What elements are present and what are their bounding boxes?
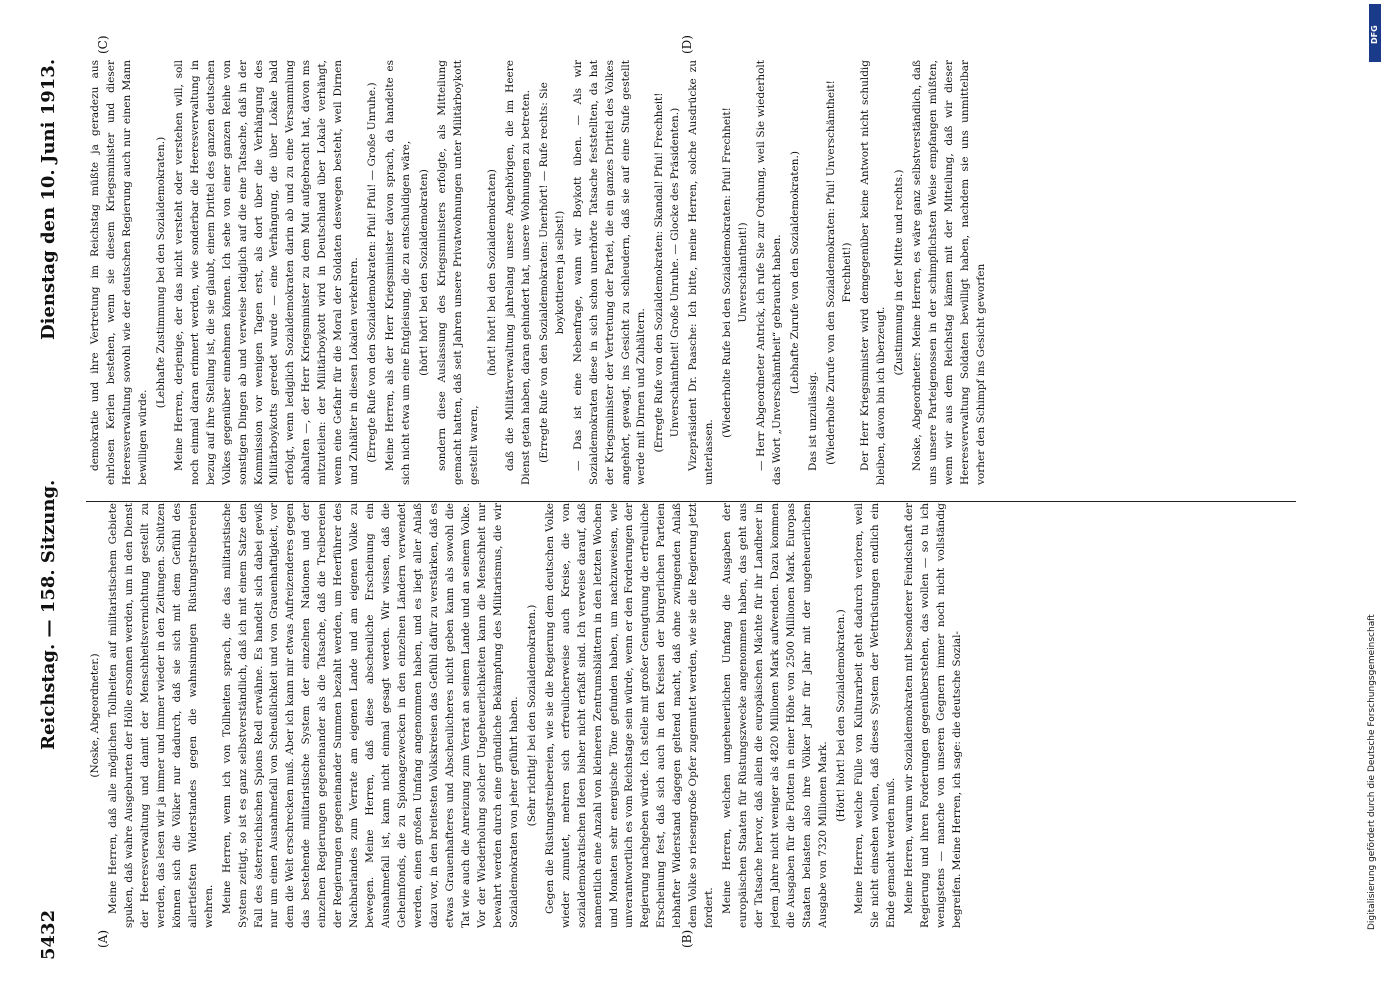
paragraph: Das ist unzulässig. [806, 371, 819, 471]
paragraph: Meine Herren, derjenige, der das nicht versteht oder verstehen will, soll noch einmal daran erinnert werden, wie sonderbar die Heeresverwaltung in bezug auf ihre Stellung ist, die sie glaubt, einem Drittel des ganzen deutschen Volkes gegenüber einnehmen können. Ich sehe von einer ganzen Reihe von sonstigen Dingen ab und verweise lediglich auf die eine Tatsache, daß in der Kommission vor wenigen Tagen erst, als dort über die Verhängung des Militärboykotts geredet wurde — eine Verhängung, die über Lokale bald erfolgt, wenn lediglich Sozialdemokraten darin ab und zu eine Versammlung abhalten —, der Herr Kriegsminister zu dem Mut aufgebracht hat, davon ms mitzuteilen: der Militärboykott wird in Deutschland über Lokale verhängt, wenn eine Gefahr für die Moral der Soldaten deswegen besteht, weil Dirnen und Zuhälter in diesen Lokalen verkehren. [172, 60, 361, 485]
interjection: (Zustimmung in der Mitte und rechts.) [892, 169, 905, 376]
interjection: (Hört! hört! bei den Sozialdemokraten.) [834, 609, 847, 822]
interjection: (Lebhafte Zurufe von den Sozialdemokraten.) [789, 151, 802, 394]
paragraph: Gegen die Rüstungstreibereien, wie sie die Regierung dem deutschen Volke wieder zumutet, mehren sich erfreulicherweise auch Kreise, die von sozialdemokratischen Ideen bisher nicht erfaßt sind. Ich verweise darauf, daß namentlich eine Anzahl von kleineren Zentrumsblättern in den letzten Wochen und Monaten sehr energische Töne gefunden haben, um nachzuweisen, wie unverantwortlich es vom Reichstage sein würde, wenn er den Forderungen der Regierung nachgeben würde. Ich stelle mit großer Genugtuung die erfreuliche Erscheinung fest, daß sich auch in den Kreisen der bürgerlichen Parteien lebhafter Widerstand dagegen geltend macht, daß ohne zwingenden Anlaß dem Volke so riesengroße Opfer zugemutet werden, wie sie die Regierung jetzt fordert. [543, 503, 716, 928]
interjection: (Wiederholte Rufe bei den Sozialdemokraten: Pfui! Frechheit! Unverschämtheit!) [721, 107, 750, 438]
interjection: (Wiederholte Zurufe von den Sozialdemokraten: Pfui! Unverschämtheit! Frechheit!) [824, 80, 853, 465]
header-left-title: Reichstag. — 158. Sitzung. [38, 479, 59, 750]
header-right-title: Dienstag den 10. Juni 1913. [38, 58, 59, 340]
margin-mark-a: (A) [96, 929, 110, 948]
paragraph: Der Herr Kriegsminister wird demgegenüber keine Antwort nicht schuldig bleiben, davon bin ich überzeugt. [858, 60, 887, 485]
paragraph: Vizepräsident Dr. Paasche: Ich bitte, meine Herren, solche Ausdrücke zu unterlassen. [687, 60, 716, 485]
interjection: (Sehr richtig! bei den Sozialdemokraten.) [525, 604, 538, 827]
paragraph: demokratie und ihre Vertretung im Reichstag müßte ja geradezu aus ehrlosen Kerlen bestehen, wenn sie diesem Kriegsminister und dieser Heeresverwaltung sowohl wie der deutschen Regierung auch nur einen Mann bewilligen würde. [89, 60, 149, 485]
margin-mark-d: (D) [680, 35, 694, 54]
paragraph: Meine Herren, daß alle möglichen Tollheiten auf militaristischem Gebiete spuken, daß wahre Ausgeburten der Hölle ersonnen werden, um in den Dienst der Heeresverwaltung und damit der Menschheitsvernichtung gestellt zu werden, das lesen wir ja immer und immer wieder in den Zeitungen. Schützen können sich die Völker nur dadurch, daß sie sich mit dem Gefühl des allertiefsten Widerstandes gegen die wahnsinnigen Rüstungstreibereien wehren. [106, 503, 215, 928]
interjection: (Lebhafte Zustimmung bei den Sozialdemokraten.) [154, 136, 167, 409]
column-divider [86, 501, 1296, 502]
speaker-label: (Noske, Abgeordneter.) [89, 653, 101, 778]
margin-mark-c: (C) [96, 35, 110, 54]
left-column [88, 503, 1293, 928]
paragraph: Meine Herren, welchen ungeheuerlichen Umfang die Ausgaben der europäischen Staaten für Rüstungszwecke angenommen haben, das geht aus der Tatsache hervor, daß allein die europäischen Mächte für ihr Landheer in jedem Jahre nicht weniger als 4820 Millionen Mark aufwenden. Dazu kommen die Ausgaben für die Flotten in einer Höhe von 2500 Millionen Mark. Europas Staaten belasten also ihre Völker Jahr für Jahr mit der ungeheuerlichen Ausgabe von 7320 Millionen Mark. [721, 503, 829, 928]
page-header [30, 30, 70, 960]
paragraph: Meine Herren, als der Herr Kriegsminister davon sprach, da handelte es sich nicht etwa um eine Entgleisung, die zu entschuldigen wäre, [384, 60, 413, 485]
digitization-note-text: Digitalisierung gefördert durch die Deutsche Forschungsgemeinschaft [1367, 614, 1377, 930]
paragraph: Noske, Abgeordneter: Meine Herren, es wäre ganz selbstverständlich, daß uns unsere Parteigenossen in der schimpflichsten Weise empfangen müßten, wenn wir aus dem Reichstag kämen mit der Mitteilung, daß wir dieser Heeresverwaltung Soldaten bewilligt haben, nachdem sie uns unmittelbar vorher den Schimpf ins Gesicht geworfen [910, 60, 987, 485]
interjection: (hört! hört! bei den Sozialdemokraten) [418, 169, 431, 376]
paragraph: daß die Militärverwaltung jahrelang unsere Angehörigen, die im Heere Dienst getan haben, daran gehindert hat, unsere Wohnungen zu betreten. [503, 60, 532, 485]
paragraph: Meine Herren, welche Fülle von Kulturarbeit geht dadurch verloren, weil Sie nicht einsehen wollen, daß dieses System der Wettrüstungen endlich ein Ende gemacht werden muß. [852, 503, 897, 928]
paragraph: — Das ist eine Nebenfrage, wann wir Boykott üben. — Als wir Sozialdemokraten diese in sich schon unerhörte Tatsache feststellten, da hat der Kriegsminister der Vertretung der Partei, die ein ganzes Drittel des Volkes angehört, gewagt, ins Gesicht zu schleudern, daß sie auf eine Stufe gestellt werde mit Dirnen und Zuhältern. [571, 60, 648, 485]
interjection: (Erregte Rufe von den Sozialdemokraten: Unerhört! — Rufe rechts: Sie boykottieren ja selbst!) [537, 82, 566, 463]
page-number: 5432 [38, 909, 59, 960]
digitization-note [1367, 70, 1379, 930]
right-column [88, 60, 1293, 485]
paragraph: — Herr Abgeordneter Antrick, ich rufe Sie zur Ordnung, weil Sie wiederholt das Wort „Unverschämtheit“ gebraucht haben. [755, 60, 784, 485]
dfg-logo: DFG [1369, 4, 1381, 62]
interjection: (hört! hört! bei den Sozialdemokraten) [485, 169, 498, 376]
paragraph: sondern diese Auslassung des Kriegsministers erfolgte, als Mitteilung gemacht hatten, daß seit Jahren unsere Privatwohnungen unter Militärboykott gestellt waren, [436, 60, 480, 485]
interjection: (Erregte Rufe von den Sozialdemokraten: Skandal! Pfui! Frechheit! Unverschämtheit! Große Unruhe. — Glocke des Präsidenten.) [653, 92, 682, 453]
paragraph: Meine Herren, warum wir Sozialdemokraten mit besonderer Feindschaft der Regierung und ihren Forderungen gegenüberstehen, das wollen — so tu ich wenigstens — manche von unseren Gegnern immer noch nicht vollständig begreifen. Meine Herren, ich sage: die deutsche Sozial- [902, 503, 963, 928]
paragraph: Meine Herren, wenn ich von Tollheiten sprach, die das militaristische System zeitigt, so ist es ganz selbstverständlich, daß ich mit einem Satze den Fall des österreichischen Spions Redl erwähne. Es handelt sich dabei gewiß nur um einen Ausnahmefall von Scheußlichkeit und von Grauenhaftigkeit, vor dem die Welt erschrecken muß. Aber ich kann mir etwas Aufreizenderes gegen das bestehende militaristische System der einzelnen Nationen und der einzelnen Regierungen gegeneinander als die Tatsache, daß die Treibereien der Regierungen gegeneinander Summen bezahlt werden, um Heerführer des Nachbarlandes zum Verrate am eigenen Lande und am eigenen Volke zu bewegen. Meine Herren, daß diese abscheuliche Erscheinung ein Ausnahmefall ist, kann nicht einmal gesagt werden. Wir wissen, daß die Geheimfonds, die zu Spionagezwecken in den einzelnen Ländern verwendet werden, einen großen Umfang angenommen haben, und es liegt aller Anlaß dazu vor, in den breitesten Volkskreisen das Gefühl dafür zu verstärken, daß es etwas Grauenhafteres und Abscheulicheres nicht geben kann als sowohl die Tat wie auch die Anreizung zum Verrat an seinem Lande und an seinem Volke. Vor der Wiederholung solcher Ungeheuerlichkeiten kann die Menschheit nur bewahrt werden durch eine gründliche Bekämpfung des Militarismus, die wir Sozialdemokraten von jeher geführt haben. [220, 503, 520, 928]
margin-mark-b: (B) [680, 929, 694, 948]
interjection: (Erregte Rufe von den Sozialdemokraten: Pfui! Pfui! — Große Unruhe.) [366, 82, 379, 463]
